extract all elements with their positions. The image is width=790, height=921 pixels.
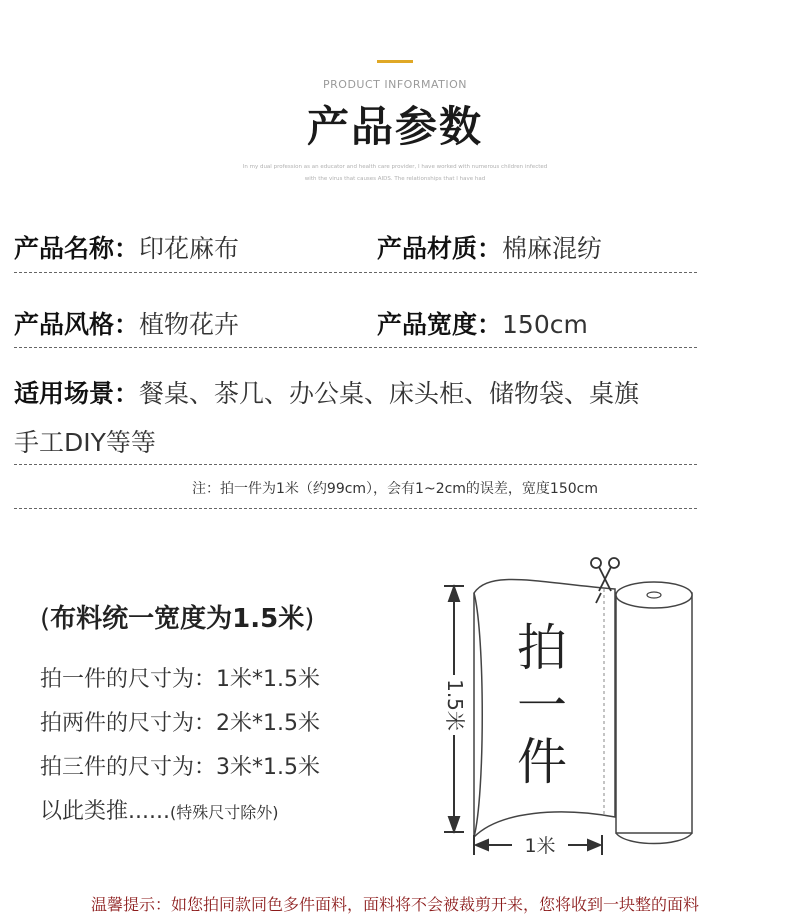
- spec-width: [377, 305, 588, 341]
- paren: ): [304, 604, 315, 634]
- size-spec-3: 拍三件的尺寸为：3米*1.5米: [40, 755, 320, 780]
- spec-label: 产品名称：: [14, 234, 140, 263]
- spec-usage-continued: [14, 423, 156, 459]
- fabric-roll: [616, 593, 692, 833]
- divider: [14, 464, 697, 465]
- spec-value: 棉麻混纺: [502, 234, 603, 263]
- decorative-caption-line-2: with the virus that causes AIDS. The relationships that I have had: [304, 176, 486, 182]
- spec-product-name: [14, 229, 239, 265]
- reminder-text: 温馨提示：如您拍同款同色多件面料，面料将不会被裁剪开来，您将收到一块整的面料: [90, 895, 699, 914]
- spec-label: 适用场景：: [14, 379, 140, 408]
- divider: [14, 272, 697, 273]
- spec-material: [377, 229, 602, 265]
- spec-label: 产品材质：: [377, 234, 503, 263]
- spec-value: 植物花卉: [139, 310, 240, 339]
- fabric-char-3: 件: [517, 733, 567, 791]
- spec-value: 餐桌、茶几、办公桌、床头柜、储物袋、桌旗: [139, 379, 640, 408]
- size-note: 注：拍一件为1米（约99cm），会有1~2cm的误差，宽度150cm: [192, 481, 598, 497]
- size-spec-etc: [40, 794, 278, 825]
- spec-style: [14, 305, 239, 341]
- decorative-caption-line-1: In my dual profession as an educator and health care provider, I have worked with numerous children infected: [242, 164, 548, 170]
- section-subtitle: PRODUCT INFORMATION: [323, 78, 467, 91]
- fabric-char-2: 一: [517, 677, 567, 735]
- paren: (: [40, 604, 51, 634]
- spec-value: 印花麻布: [139, 234, 240, 263]
- page-title: 产品参数: [306, 102, 483, 151]
- accent-bar: [377, 60, 413, 63]
- spec-label: 产品宽度：: [377, 310, 503, 339]
- height-label: 1.5米: [443, 679, 467, 731]
- spec-value: 150cm: [502, 310, 588, 339]
- width-label: 1米: [524, 835, 556, 857]
- spec-value: 手工DIY等等: [14, 428, 156, 457]
- spec-label: 产品风格：: [14, 310, 140, 339]
- divider: [14, 508, 697, 509]
- size-spec-2: 拍两件的尺寸为：2米*1.5米: [40, 711, 320, 736]
- size-spec-1: 拍一件的尺寸为：1米*1.5米: [40, 667, 320, 692]
- spec-usage: [14, 374, 639, 410]
- fabric-width-title: 布料统一宽度为1.5米: [50, 604, 305, 634]
- fabric-roll-illustration: [430, 555, 710, 865]
- fabric-char-1: 拍: [517, 619, 567, 677]
- spec-etc-text: 以此类推......: [40, 799, 170, 824]
- fabric-width-heading: [40, 598, 314, 635]
- spec-exception: (特殊尺寸除外): [169, 803, 279, 822]
- divider: [14, 347, 697, 348]
